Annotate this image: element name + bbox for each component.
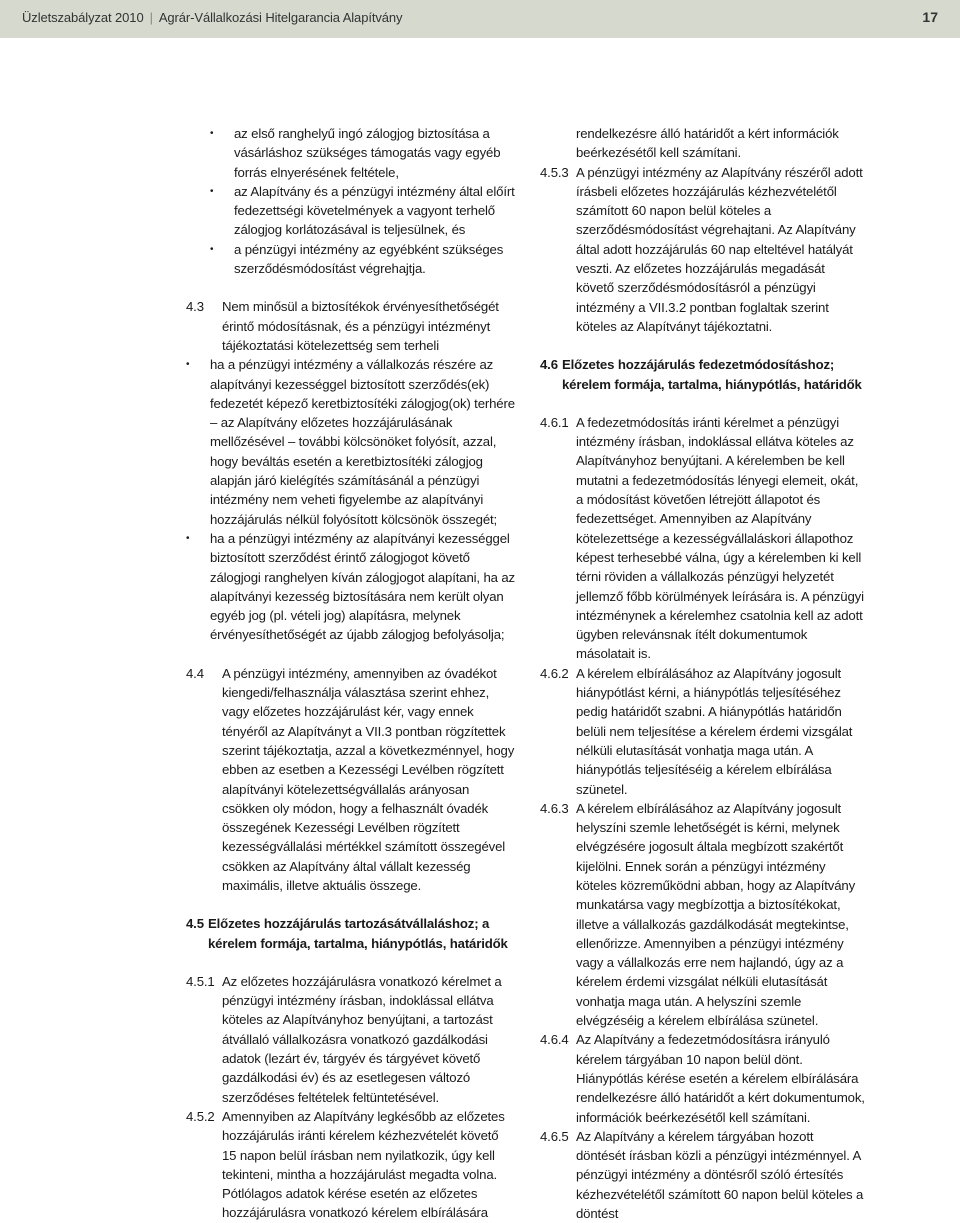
section-heading-4-5: [186, 914, 516, 953]
section-text: Az Alapítvány a fedezetmódosításra irányuló kérelem tárgyában 10 napon belül dönt. Hiánypótlás kérése esetén a kérelem elbírálására rendelkezésre álló határidőt a kért dokumentumok, információk beérkezésétől kell számítani.: [576, 1032, 865, 1125]
right-column: [540, 124, 865, 1223]
section-4-6-3: [540, 799, 865, 1031]
section-4-5-2: [186, 1107, 516, 1223]
section-text: A kérelem elbírálásához az Alapítvány jogosult hiánypótlást kérni, a hiánypótlás teljesítéséhez pedig határidőt szabni. A hiánypótlás határidőn belüli nem teljesítése a kérelem érdemi vizsgálat nélküli elutasítását vonhatja maga után. A hiánypótlás teljesítéséig a kérelem elbírálása szünetel.: [576, 665, 853, 797]
section-number: 4.5.1: [186, 973, 215, 989]
section-4-6-1: [540, 413, 865, 664]
spacer: [186, 953, 516, 972]
section-number: 4.3: [186, 299, 204, 315]
heading-line: kérelem formája, tartalma, hiánypótlás, határidők: [562, 376, 862, 392]
section-number: 4.5.2: [186, 1108, 215, 1124]
section-number: 4.6.5: [540, 1128, 569, 1144]
list-item: • ha a pénzügyi intézmény a vállalkozás részére az alapítványi kezességgel biztosított szerződés(ek) fedezetét képező keretbiztosítéki zálogjog(ok) terhére – az Alapítvány előzetes hozzájárulásának mellőzésével – további kölcsönöket folyósít, azzal, hogy beváltás esetén a keretbiztosítéki zálogjog alapján járó kielégítés számításánál a pénzügyi intézmény nem veheti figyelembe az alapítványi hozzájárulás nélkül folyósított kölcsönök összegét;: [186, 355, 516, 529]
section-number: 4.6.2: [540, 665, 569, 681]
list-item: • a pénzügyi intézmény az egyébként szükséges szerződésmódosítást végrehajtja.: [210, 240, 516, 279]
spacer: [186, 895, 516, 914]
spacer: [540, 394, 865, 413]
left-column: [186, 124, 516, 1223]
page-number: 17: [922, 9, 938, 25]
section-number: 4.6: [540, 357, 558, 373]
header-subtitle: Agrár-Vállalkozási Hitelgarancia Alapítvány: [158, 10, 403, 25]
section-number: 4.6.4: [540, 1032, 569, 1048]
heading-line: Előzetes hozzájárulás tartozásátvállaláshoz; a: [208, 916, 490, 932]
header-text: [22, 10, 402, 25]
page-header: [0, 0, 960, 38]
spacer: [186, 645, 516, 664]
heading-line: Előzetes hozzájárulás fedezetmódosításhoz;: [562, 357, 835, 373]
section-heading-4-6: [540, 355, 865, 394]
section-text: A pénzügyi intézmény az Alapítvány részéről adott írásbeli előzetes hozzájárulás kézhezvételétől számított 60 napon belül köteles a szerződésmódosítást végrehajtani. Az Alapítvány által adott hozzájárulás 60 nap elteltével hatályát veszti. Az előzetes hozzájárulás megadását követő szerződésmódosításról a pénzügyi intézmény a VII.3.2 pontban foglaltak szerint köteles az Alapítványt tájékoztatni.: [576, 164, 863, 334]
section-text: A fedezetmódosítás iránti kérelmet a pénzügyi intézmény írásban, indoklással ellátva köteles az Alapítványhoz benyújtani. A kérelemben be kell mutatni a fedezetmódosítás lényegi elemeit, okát, a módosítást követően létrejött állapotot és fedezettséget. Amennyiben az Alapítvány kötelezettsége a kezességvállaláskori állapothoz képest terhesebbé válna, úgy a kérelemben ki kell térni röviden a vállalkozás pénzügyi helyzetét jellemző főbb körülmények leírására is. A pénzügyi intézménynek a kérelemhez csatolnia kell az adott ügyben relevánsnak ítélt dokumentumok másolatait is.: [576, 414, 864, 662]
section-text: Az Alapítvány a kérelem tárgyában hozott döntését írásban közli a pénzügyi intézménnyel. A pénzügyi intézmény a döntésről szóló értesítés kézhezvételétől számított 60 napon belül köteles a döntést: [576, 1128, 864, 1222]
section-text: Nem minősül a biztosítékok érvényesíthetőségét érintő módosításnak, és a pénzügyi intézményt tájékoztatási kötelezettség sem terheli: [222, 299, 499, 353]
list-item: • ha a pénzügyi intézmény az alapítványi kezességgel biztosított szerződést érintő zálogjogot követő zálogjogi ranghelyen kíván zálogjogot alapítani, ha az alapítványi kezesség biztosítására nem került olyan egyéb jog (pl. vételi jog) alapításra, melynek érvényesíthetőségét az újabb zálogjog befolyásolja;: [186, 529, 516, 645]
section-4-6-2: [540, 664, 865, 799]
section-continuation: rendelkezésre álló határidőt a kért információk beérkezésétől kell számítani.: [576, 126, 839, 161]
list-item: • az Alapítvány és a pénzügyi intézmény által előírt fedezettségi követelmények a vagyont terhelő zálogjog korlátozásával is teljesülnek, és: [210, 182, 516, 240]
section-4-6-5: [540, 1127, 865, 1223]
section-text: A kérelem elbírálásához az Alapítvány jogosult helyszíni szemle lehetőségét is kérni, melynek elvégzésére jogosult általa megbízott szakértőt kijelölni. Ennek során a pénzügyi intézmény köteles közreműködni abban, hogy az Alapítvány munkatársa vagy megbízottja a biztosítékokat, illetve a vállalkozás gazdálkodását megtekintse, ellenőrizze. Amennyiben a pénzügyi intézmény vagy a vállalkozás erre nem hajlandó, úgy az a kérelem érdemi vizsgálat nélküli elutasítását vonhatja maga után. A helyszíni szemle elvégzéséig a kérelem elbírálása szünetel.: [576, 800, 856, 1029]
section-number: 4.4: [186, 665, 204, 681]
section-text: Az előzetes hozzájárulásra vonatkozó kérelmet a pénzügyi intézmény írásban, indoklással ellátva köteles az Alapítványhoz benyújtani, a tartozást átvállaló vállalkozásra vonatkozó gazdálkodási adatok (lezárt év, tárgyév és tárgyévet követő gazdálkodási év) és az esetlegesen változó szerződéses feltételek feltüntetésével.: [222, 973, 502, 1105]
section-4-3: [186, 297, 516, 355]
header-separator: |: [149, 10, 153, 25]
section-4-5-3: [540, 163, 865, 337]
heading-line: kérelem formája, tartalma, hiánypótlás, határidők: [208, 935, 508, 951]
section-number: 4.5.3: [540, 164, 569, 180]
section-number: 4.6.3: [540, 800, 569, 816]
section-4-4: [186, 664, 516, 896]
section-number: 4.5: [186, 916, 204, 932]
section-number: 4.6.1: [540, 414, 569, 430]
header-title: Üzletszabályzat 2010: [22, 10, 144, 25]
list-item: • az első ranghelyű ingó zálogjog biztosítása a vásárláshoz szükséges támogatás vagy egyéb forrás elnyerésének feltétele,: [210, 124, 516, 182]
spacer: [186, 278, 516, 297]
section-4-6-4: [540, 1030, 865, 1126]
section-4-5-1: [186, 972, 516, 1107]
section-text: Amennyiben az Alapítvány legkésőbb az előzetes hozzájárulás iránti kérelem kézhezvételét követő 15 napon belül írásban nem nyilatkozik, úgy kell tekinteni, mintha a hozzájárulást megadta volna. Pótlólagos adatok kérése esetén az előzetes hozzájárulásra vonatkozó kérelem elbírálására: [222, 1108, 505, 1221]
section-text: A pénzügyi intézmény, amennyiben az óvadékot kiengedi/felhasználja választása szerint ehhez, vagy előzetes hozzájárulást kér, vagy ennek tényéről az Alapítványt a VII.3 pontban rögzítettek szerint tájékoztatja, azzal a következménnyel, hogy ebben az esetben a Kezességi Levélben rögzített alapítványi kötelezettségvállalás arányosan csökken oly módon, hogy a felhasznált óvadék összegének Kezességi Levélben rögzített kezességvállalási mértékkel számított összegével csökken az Alapítvány által vállalt kezesség maximális, illetve aktuális összege.: [222, 665, 515, 893]
spacer: [540, 336, 865, 355]
